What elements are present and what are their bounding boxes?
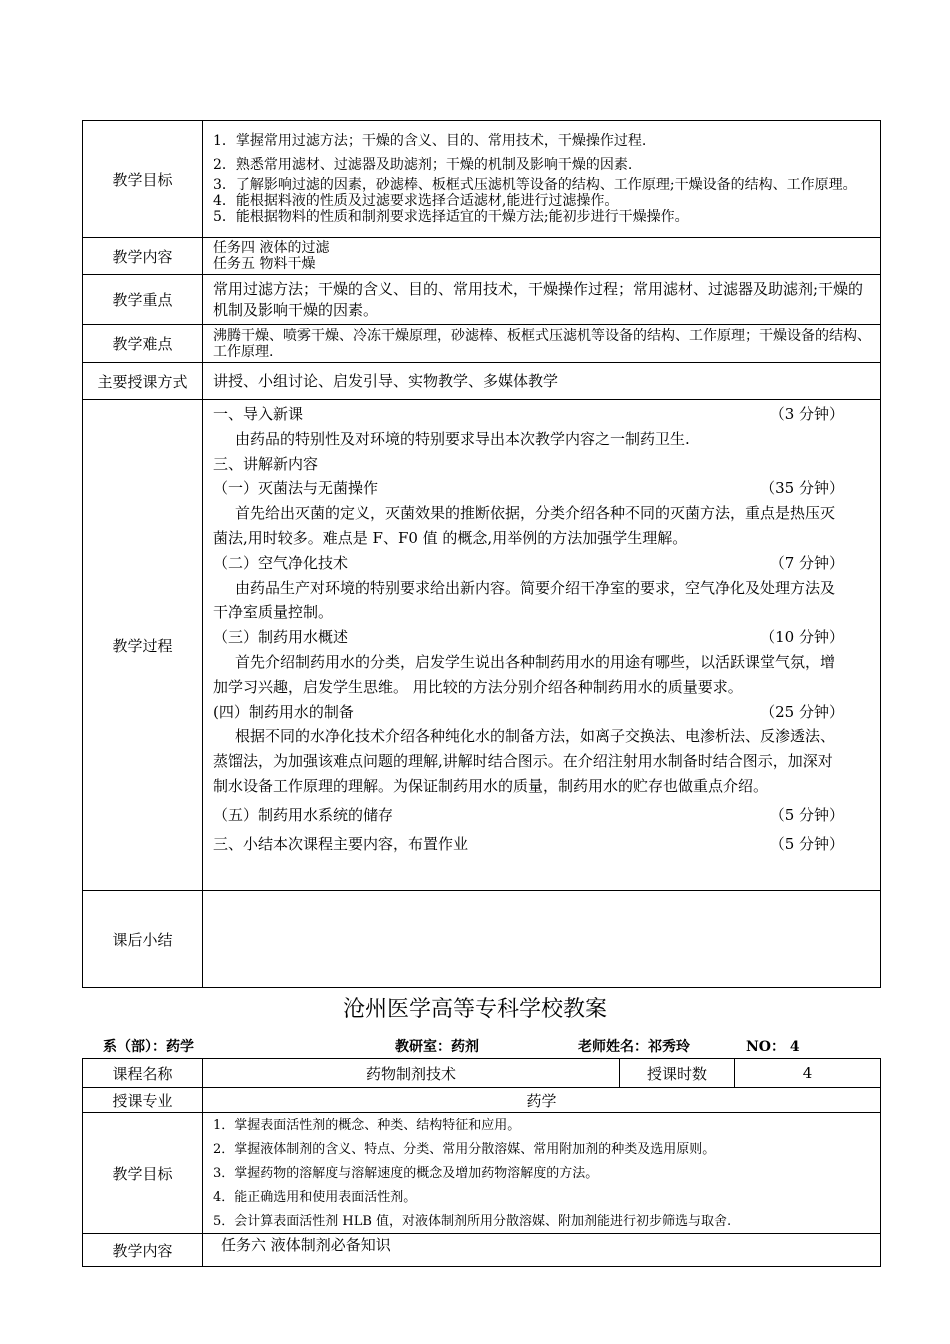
process-subheading: （一）灭菌法与无菌操作	[213, 479, 379, 498]
objective-item: 4．能根据料液的性质及过滤要求选择合适滤材,能进行过滤操作。	[213, 193, 619, 209]
process-subheading: （二）空气净化技术	[213, 553, 349, 572]
process-paragraph: 首先介绍制药用水的分类，启发学生说出各种制药用水的用途有哪些，以活跃课堂气氛，增加学习兴趣，启发学生思维。 用比较的方法分别介绍各种制药用水的质量要求。	[213, 652, 836, 696]
process-time: （35 分钟）	[760, 479, 844, 498]
content-item: 任务五 物料干燥	[213, 256, 316, 272]
teaching-office: 教研室：药剂	[395, 1039, 479, 1055]
methods-text: 讲授、小组讨论、启发引导、实物教学、多媒体教学	[203, 363, 881, 400]
keypoints-text: 常用过滤方法；干燥的含义、目的、常用技术，干燥操作过程；常用滤材、过滤器及助滤剂;干燥的机制及影响干燥的因素。	[203, 275, 881, 325]
process-time: （5 分钟）	[769, 834, 844, 853]
department: 系（部）：药学	[103, 1039, 194, 1055]
objective-item: 4．能正确选用和使用表面活性剂。	[213, 1189, 417, 1205]
major-label: 授课专业	[83, 1088, 203, 1113]
content-cell	[203, 238, 881, 275]
process-paragraph: 根据不同的水净化技术介绍各种纯化水的制备方法，如离子交换法、电渗析法、反渗透法、蒸馏法，为加强该难点问题的理解,讲解时结合图示。在介绍注射用水制备时结合图示，加深对制水设备工作原理的理解。为保证制药用水的质量，制药用水的贮存也做重点介绍。	[213, 727, 836, 795]
objectives-label-2: 教学目标	[83, 1113, 203, 1234]
process-subheading: （五）制药用水系统的储存	[213, 805, 394, 824]
process-cell	[203, 400, 881, 891]
summary-cell	[203, 891, 881, 988]
process-heading: 三、小结本次课程主要内容，布置作业	[213, 834, 469, 853]
objective-item: 1．掌握表面活性剂的概念、种类、结构特征和应用。	[213, 1117, 521, 1133]
objectives-cell-2	[203, 1113, 881, 1234]
objective-item: 2．掌握液体制剂的含义、特点、分类、常用分散溶媒、常用附加剂的种类及选用原则。	[213, 1141, 716, 1157]
methods-label: 主要授课方式	[83, 363, 203, 400]
hours-value: 4	[735, 1059, 881, 1088]
difficulties-text: 沸腾干燥、喷雾干燥、冷冻干燥原理，砂滤棒、板框式压滤机等设备的结构、工作原理；干燥设备的结构、工作原理.	[203, 325, 881, 363]
objective-item: 2．熟悉常用滤材、过滤器及助滤剂；干燥的机制及影响干燥的因素.	[213, 157, 633, 173]
process-time: （10 分钟）	[760, 628, 844, 647]
major-value: 药学	[203, 1088, 881, 1113]
objective-item: 1．掌握常用过滤方法；干燥的含义、目的、常用技术，干燥操作过程.	[213, 133, 647, 149]
keypoints-label: 教学重点	[83, 275, 203, 325]
process-time: （25 分钟）	[760, 702, 844, 721]
page-title: 沧州医学高等专科学校教案	[342, 997, 607, 1022]
process-paragraph: 由药品生产对环境的特别要求给出新内容。简要介绍干净室的要求，空气净化及处理方法及干净室质量控制。	[213, 578, 836, 622]
lesson-number: NO： 4	[746, 1039, 800, 1055]
content-label-2: 教学内容	[83, 1234, 203, 1267]
objective-item: 5．会计算表面活性剂 HLB 值，对液体制剂所用分散溶媒、附加剂能进行初步筛选与取舍.	[213, 1213, 732, 1229]
hours-label: 授课时数	[620, 1059, 735, 1088]
process-subheading: (四）制药用水的制备	[213, 702, 354, 721]
objectives-label: 教学目标	[83, 121, 203, 238]
process-paragraph: 首先给出灭菌的定义，灭菌效果的推断依据，分类介绍各种不同的灭菌方法，重点是热压灭菌法,用时较多。难点是 F、F0 值 的概念,用举例的方法加强学生理解。	[213, 504, 836, 547]
content-label: 教学内容	[83, 238, 203, 275]
course-label: 课程名称	[83, 1059, 203, 1088]
difficulties-label: 教学难点	[83, 325, 203, 363]
process-heading: 一、导入新课	[213, 405, 304, 423]
content-text-2: 任务六 液体制剂必备知识	[203, 1234, 881, 1267]
content-item: 任务四 液体的过滤	[213, 240, 330, 256]
lesson-table-1	[82, 120, 881, 988]
objective-item: 5．能根据物料的性质和制剂要求选择适宜的干燥方法;能初步进行干燥操作。	[213, 209, 689, 225]
process-paragraph: 由药品的特别性及对环境的特别要求导出本次教学内容之一制药卫生.	[235, 429, 690, 448]
process-time: （5 分钟）	[769, 805, 844, 824]
course-name: 药物制剂技术	[203, 1059, 620, 1088]
process-label: 教学过程	[83, 400, 203, 891]
process-time: （7 分钟）	[769, 553, 844, 572]
process-subheading: （三）制药用水概述	[213, 628, 349, 647]
lesson-table-2	[82, 1058, 881, 1267]
summary-label: 课后小结	[83, 891, 203, 988]
objective-item: 3．了解影响过滤的因素，砂滤棒、板框式压滤机等设备的结构、工作原理;干燥设备的结构、工作原理。	[213, 177, 857, 193]
process-heading: 三、讲解新内容	[213, 454, 319, 473]
objective-item: 3．掌握药物的溶解度与溶解速度的概念及增加药物溶解度的方法。	[213, 1165, 599, 1181]
objectives-cell	[203, 121, 881, 238]
process-time: （3 分钟）	[769, 405, 844, 423]
teacher-name: 老师姓名：祁秀玲	[578, 1039, 690, 1055]
